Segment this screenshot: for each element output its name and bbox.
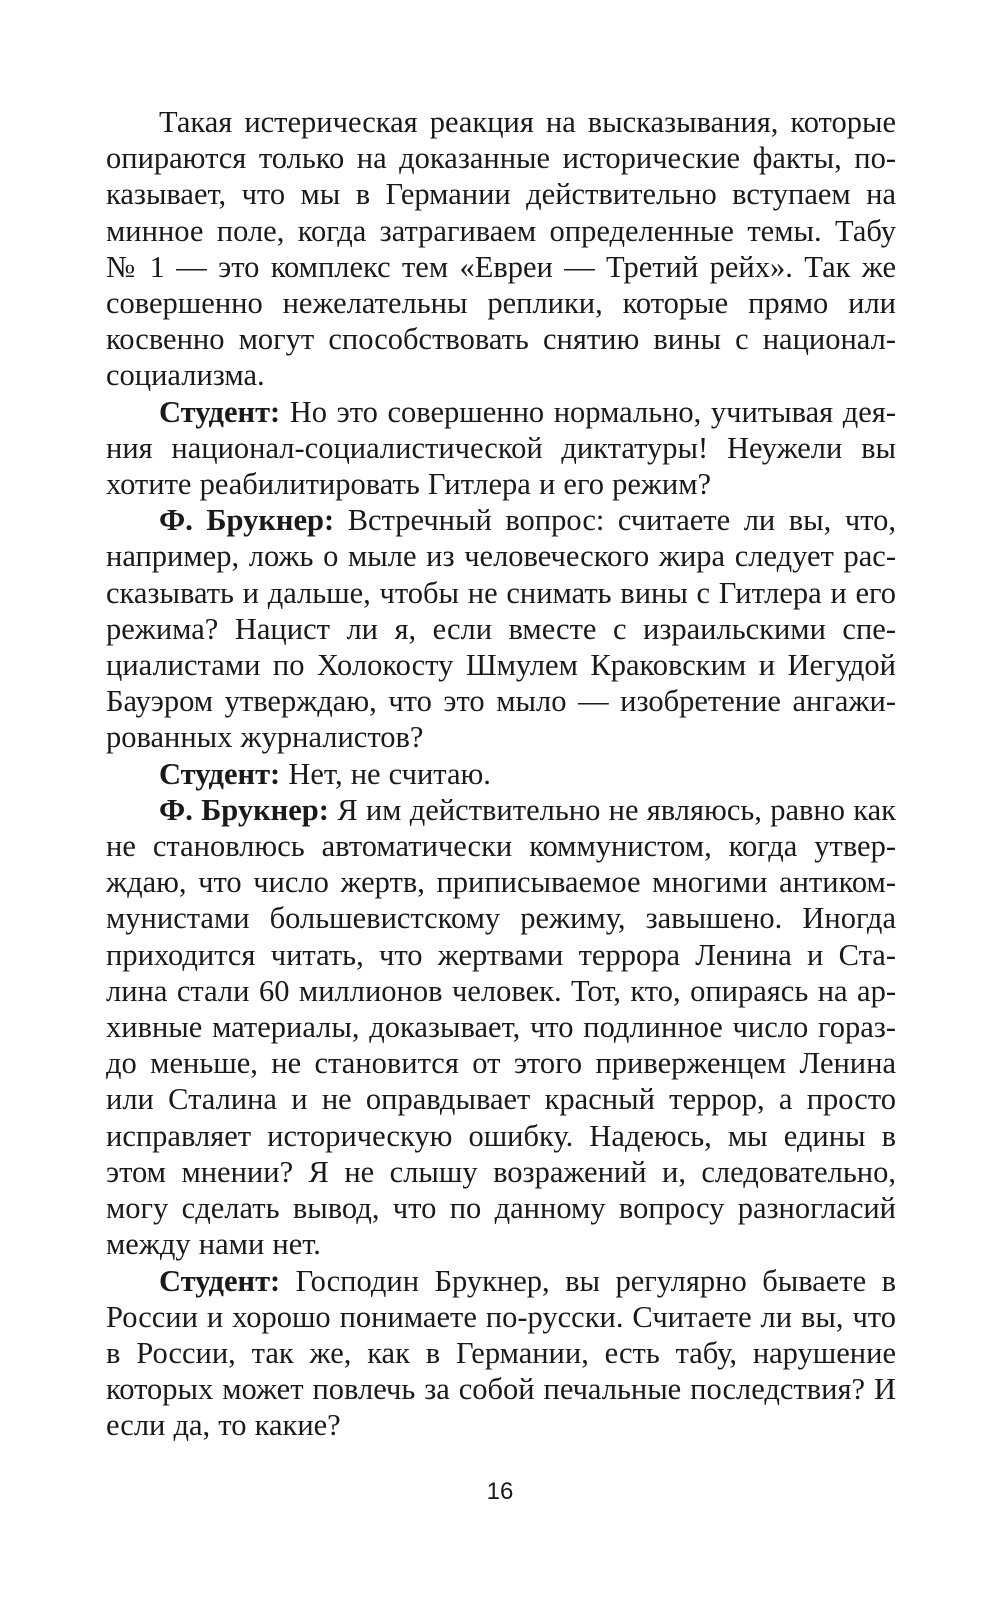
paragraph-3 [106, 502, 896, 755]
speaker-label: Ф. Брукнер: [159, 792, 329, 827]
speaker-label: Студент: [159, 394, 281, 429]
paragraph-text: Такая истерическая реакция на высказывания, которые опираются только на доказанные исторические факты, показывает, что мы в Германии действительно вступаем на минное поле, когда затрагиваем определенные темы. Табу № 1 — это комплекс тем «Евреи — Третий рейх». Так же совершенно нежелательны реплики, которые прямо или косвенно могут способствовать снятию вины с национал-социализма. [106, 105, 896, 393]
paragraph-4 [106, 756, 896, 792]
paragraph-text: Я им действительно не являюсь, равно как не становлюсь автоматически коммунистом, когда утверждаю, что число жертв, приписываемое многими антикоммунистами большевистскому режиму, завышено. Иногда приходится читать, что жертвами террора Ленина и Сталина стали 60 миллионов человек. Тот, кто, опираясь на архивные материалы, доказывает, что подлинное число гораздо меньше, не становится от этого приверженцем Ленина или Сталина и не оправдывает красный террор, а просто исправляет историческую ошибку. Надеюсь, мы едины в этом мнении? Я не слышу возражений и, следовательно, могу сделать вывод, что по данному вопросу разногласий между нами нет. [106, 792, 896, 1262]
page-number: 16 [486, 1478, 514, 1505]
speaker-label: Студент: [159, 1263, 281, 1298]
paragraph-text: Встречный вопрос: считаете ли вы, что, например, ложь о мыле из человеческого жира следует рассказывать и дальше, чтобы не снимать вины с Гитлера и его режима? Нацист ли я, если вместе с израильскими специалистами по Холокосту Шмулем Краковским и Иегудой Бауэром утверждаю, что это мыло — изобретение ангажированных журналистов? [106, 503, 896, 755]
paragraph-2 [106, 394, 896, 503]
speaker-label: Студент: [159, 756, 281, 791]
paragraph-text: Господин Брукнер, вы регулярно бываете в России и хорошо понимаете по-русски. Считаете ли вы, что в России, так же, как в Германии, есть табу, нарушение которых может повлечь за собой печальные последствия? И если да, то какие? [106, 1263, 896, 1443]
speaker-label: Ф. Брукнер: [159, 503, 335, 538]
paragraph-1 [106, 104, 896, 394]
paragraph-text: Нет, не считаю. [280, 756, 491, 791]
paragraph-text: Но это совершенно нормально, учитывая деяния национал-социалистической диктатуры! Неужели вы хотите реабилитировать Гитлера и его режим? [106, 394, 896, 502]
page-body [106, 104, 896, 1444]
paragraph-5 [106, 792, 896, 1263]
paragraph-6 [106, 1263, 896, 1444]
